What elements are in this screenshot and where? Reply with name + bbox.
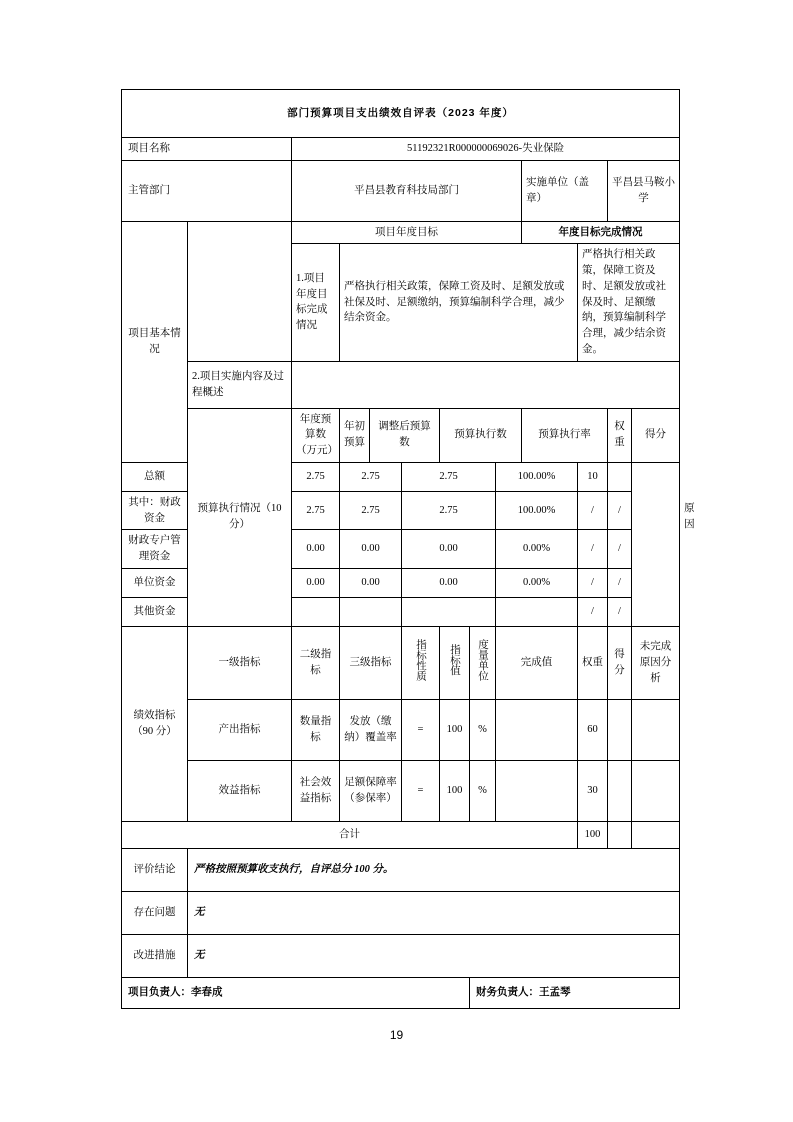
- budget-weight: /: [578, 530, 608, 569]
- content-text: [292, 361, 680, 408]
- budget-item: 单位资金: [122, 568, 188, 597]
- annual-goal-text: 严格执行相关政策，保障工资及时、足额发放或社保及时、足额缴纳，预算编制科学合理，减少结余资金。: [340, 244, 578, 361]
- perf-value-header: 指标值: [440, 626, 470, 699]
- measures-label: 改进措施: [122, 934, 188, 977]
- budget-initial: 0.00: [292, 568, 340, 597]
- budget-adjusted: 2.75: [340, 491, 402, 530]
- budget-initial: 0.00: [292, 530, 340, 569]
- perf-level2-header: 二级指标: [292, 626, 340, 699]
- perf-level1-header: 一级指标: [188, 626, 292, 699]
- evaluation-table: [121, 89, 695, 1009]
- budget-executed-header: 预算执行数: [440, 408, 522, 462]
- perf-level3: 发放（缴纳）覆盖率: [340, 699, 402, 760]
- performance-section-label: 绩效指标（90 分）: [122, 626, 188, 821]
- budget-initial: 2.75: [292, 462, 340, 491]
- perf-weight: 30: [578, 760, 608, 821]
- dept-value: 平昌县教育科技局部门: [292, 160, 522, 221]
- problems-row: [122, 891, 680, 934]
- basic-header-row: [122, 221, 680, 244]
- perf-value: 100: [440, 699, 470, 760]
- performance-row: [122, 699, 680, 760]
- budget-adjusted-header: 调整后预算数: [370, 408, 440, 462]
- perf-unit: %: [470, 760, 496, 821]
- project-name-row: [122, 137, 680, 160]
- budget-item: 其中：财政资金: [122, 491, 188, 530]
- impl-unit-value: 平昌县马鞍小学: [608, 160, 680, 221]
- project-name-label: 项目名称: [122, 137, 292, 160]
- impl-unit-label: 实施单位（盖章）: [522, 160, 608, 221]
- annual-goal-column-header: 项目年度目标: [292, 221, 522, 244]
- budget-rate: 100.00%: [496, 462, 578, 491]
- measures-row: [122, 934, 680, 977]
- performance-header-row: [122, 626, 680, 699]
- budget-item: 其他资金: [122, 597, 188, 626]
- perf-nature: =: [402, 760, 440, 821]
- perf-completed: [496, 699, 578, 760]
- budget-adjusted: 0.00: [340, 530, 402, 569]
- budget-executed: 2.75: [402, 462, 496, 491]
- budget-adjusted: 2.75: [340, 462, 402, 491]
- budget-rate-header: 预算执行率: [522, 408, 608, 462]
- budget-executed: 2.75: [402, 491, 496, 530]
- signature-row: [122, 977, 680, 1008]
- budget-weight-header: 权重: [608, 408, 632, 462]
- budget-weight: /: [578, 491, 608, 530]
- budget-rate: 0.00%: [496, 568, 578, 597]
- budget-score: /: [608, 597, 632, 626]
- budget-initial: [292, 597, 340, 626]
- budget-initial: 2.75: [292, 491, 340, 530]
- measures-text: 无: [188, 934, 680, 977]
- total-analysis: [632, 821, 680, 848]
- title-row: [122, 90, 680, 138]
- perf-completed: [496, 760, 578, 821]
- content-row: [122, 361, 680, 408]
- budget-initial-header: 年初预算: [340, 408, 370, 462]
- budget-weight: /: [578, 597, 608, 626]
- page-title: 部门预算项目支出绩效自评表（2023 年度）: [122, 90, 680, 138]
- budget-item: 总额: [122, 462, 188, 491]
- perf-score: [608, 699, 632, 760]
- budget-score: /: [608, 491, 632, 530]
- perf-level3: 足额保障率（参保率）: [340, 760, 402, 821]
- budget-rate: 0.00%: [496, 530, 578, 569]
- dept-row: [122, 160, 680, 221]
- budget-score: /: [608, 568, 632, 597]
- dept-label: 主管部门: [122, 160, 292, 221]
- total-score: [608, 821, 632, 848]
- annual-goal-label: 1.项目年度目标完成情况: [292, 244, 340, 361]
- perf-unit: %: [470, 699, 496, 760]
- perf-weight: 60: [578, 699, 608, 760]
- problems-label: 存在问题: [122, 891, 188, 934]
- annual-goal-done-column-header: 年度目标完成情况: [522, 221, 680, 244]
- budget-section-label: 预算执行情况（10 分）: [188, 408, 292, 626]
- finance-leader-signature: 财务负责人：王孟琴: [470, 977, 680, 1008]
- budget-header-row: 预算执行情况（10 分） 年度预算数（万元） 年初预算 调整后预算数 预算执行数 预算执行率 权重 得分 原因: [122, 408, 680, 462]
- project-leader-signature: 项目负责人：李春成: [122, 977, 470, 1008]
- content-label: 2.项目实施内容及过程概述: [188, 361, 292, 408]
- budget-rate: 100.00%: [496, 491, 578, 530]
- perf-score: [608, 760, 632, 821]
- performance-row: [122, 760, 680, 821]
- perf-level1: 效益指标: [188, 760, 292, 821]
- conclusion-row: [122, 848, 680, 891]
- perf-level3-header: 三级指标: [340, 626, 402, 699]
- total-row: [122, 821, 680, 848]
- conclusion-label: 评价结论: [122, 848, 188, 891]
- budget-adjusted: [340, 597, 402, 626]
- page-number: 19: [389, 1028, 404, 1042]
- performance-evaluation-sheet: [121, 89, 695, 1009]
- budget-score: [608, 462, 632, 491]
- perf-unit-header: 度量单位: [470, 626, 496, 699]
- perf-level1: 产出指标: [188, 699, 292, 760]
- basic-info-label: 项目基本情况: [122, 221, 188, 462]
- perf-level2: 社会效益指标: [292, 760, 340, 821]
- budget-weight: 10: [578, 462, 608, 491]
- budget-adjusted: 0.00: [340, 568, 402, 597]
- perf-nature: =: [402, 699, 440, 760]
- budget-score: /: [608, 530, 632, 569]
- budget-score-header: 得分: [632, 408, 680, 462]
- budget-item-header: 年度预算数（万元）: [292, 408, 340, 462]
- perf-analysis-header: 未完成原因分析: [632, 626, 680, 699]
- project-name-value: 51192321R000000069026-失业保险: [292, 137, 680, 160]
- perf-weight-header: 权重: [578, 626, 608, 699]
- perf-completed-header: 完成值: [496, 626, 578, 699]
- conclusion-text: 严格按照预算收支执行，自评总分 100 分。: [188, 848, 680, 891]
- perf-analysis: [632, 760, 680, 821]
- problems-text: 无: [188, 891, 680, 934]
- budget-executed: [402, 597, 496, 626]
- budget-weight: /: [578, 568, 608, 597]
- perf-value: 100: [440, 760, 470, 821]
- budget-rate: [496, 597, 578, 626]
- budget-executed: 0.00: [402, 568, 496, 597]
- budget-item: 财政专户管理资金: [122, 530, 188, 569]
- perf-nature-header: 指标性质: [402, 626, 440, 699]
- annual-goal-done-text: 严格执行相关政策，保障工资及时、足额发放或社保及时、足额缴纳，预算编制科学合理，减少结余资金。: [578, 244, 680, 361]
- total-weight: 100: [578, 821, 608, 848]
- perf-analysis: [632, 699, 680, 760]
- budget-executed: 0.00: [402, 530, 496, 569]
- perf-score-header: 得分: [608, 626, 632, 699]
- perf-level2: 数量指标: [292, 699, 340, 760]
- total-label: 合计: [122, 821, 578, 848]
